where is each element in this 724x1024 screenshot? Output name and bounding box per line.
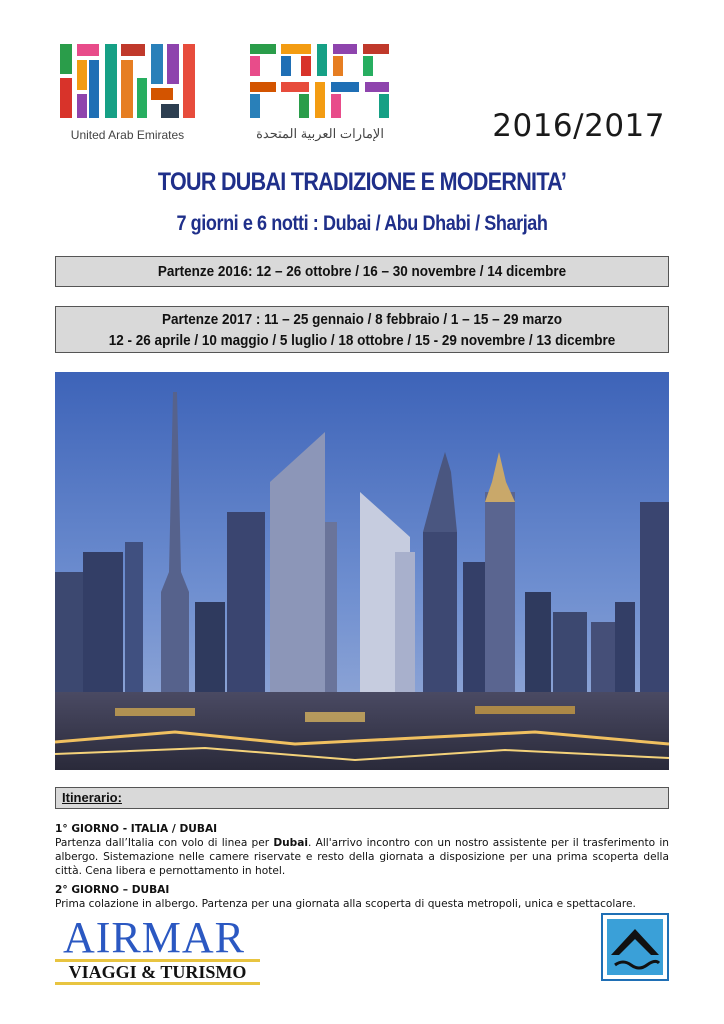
departures-2017-line-2 <box>56 330 668 351</box>
airmar-logo <box>55 915 270 985</box>
departures-2017-line-1-text: Partenze 2017 : 11 – 25 gennaio / 8 febbraio / 1 – 15 – 29 marzo <box>162 311 562 328</box>
day-1-text <box>55 836 669 878</box>
airmar-tagline: VIAGGI & TURISMO <box>55 959 260 985</box>
departures-2016-text: Partenze 2016: 12 – 26 ottobre / 16 – 30 novembre / 14 dicembre <box>157 263 567 280</box>
airmar-mountain-icon <box>601 913 669 981</box>
uae-wordmark-graphic <box>55 42 200 124</box>
departures-2017-box <box>55 306 669 353</box>
season-year: 2016/2017 <box>492 108 665 144</box>
emirates-logo <box>245 42 395 142</box>
departures-2016-box <box>55 256 669 287</box>
day-1-text-bold: Dubai <box>273 837 309 849</box>
day-2-text: Prima colazione in albergo. Partenza per una giornata alla scoperta di questa metropoli, unica e spettacolare. <box>55 898 636 910</box>
itinerary-day-1 <box>55 822 669 878</box>
day-1-text-a: Partenza dall’Italia con volo di linea per <box>55 837 274 849</box>
uae-logo <box>55 42 200 142</box>
tour-title: TOUR DUBAI TRADIZIONE E MODERNITA’ <box>157 168 567 196</box>
day-1-title: 1° GIORNO - ITALIA / DUBAI <box>55 823 218 835</box>
day-2-title: 2° GIORNO – DUBAI <box>55 884 170 896</box>
tour-subtitle: 7 giorni e 6 notti : Dubai / Abu Dhabi / Sharjah <box>176 212 548 235</box>
day-1-text-b: . All'arrivo incontro con un nostro assistente per il trasferimento in albergo. Sistemazione nelle camere riservate e resto della giornata a disposizione per una prima scoperta della città. Cena libera e pernottamento in hotel. <box>55 837 669 877</box>
uae-caption: United Arab Emirates <box>70 128 185 142</box>
dubai-skyline-photo <box>55 372 669 770</box>
itinerary-heading: Itinerario: <box>55 787 669 809</box>
airmar-brand: AIRMAR <box>63 913 246 962</box>
emirates-wordmark-graphic <box>245 42 395 124</box>
departures-2017-line-1 <box>56 309 668 330</box>
departures-2017-line-2-text: 12 - 26 aprile / 10 maggio / 5 luglio / 18 ottobre / 15 - 29 novembre / 13 dicembre <box>108 332 616 349</box>
itinerary-day-2 <box>55 883 669 911</box>
emirates-caption-arabic: الإمارات العربية المتحدة <box>256 126 384 141</box>
